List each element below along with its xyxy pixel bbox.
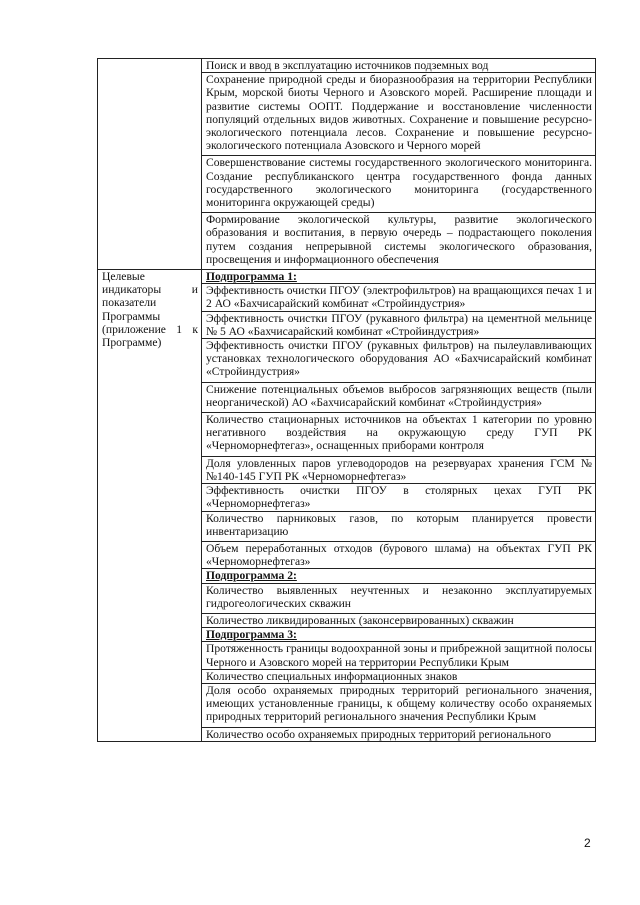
task-cell: Сохранение природной среды и биоразнообразия на территории Республики Крым, морской биоты Черного и Азовского морей. Расширение площади и развитие системы ООПТ. Поддержание и восстановление численности популяций отдельных видов животных. Сохранение и повышение ресурсно-экологического потенциала лесов. Сохранение и повышение ресурсно-экологического потенциала Азовского и Черного морей [202, 73, 596, 156]
subprogram-heading-cell [202, 270, 596, 284]
indicators-label-cell [98, 270, 202, 742]
indicator-cell: Доля особо охраняемых природных территорий регионального значения, имеющих установленные границы, к общему количеству особо охраняемых природных территорий регионального значения Республики Крым [202, 683, 596, 727]
subprogram3-heading: Подпрограмма 3: [206, 628, 297, 642]
page-number: 2 [584, 836, 591, 850]
subprogram2-heading: Подпрограмма 2: [206, 569, 297, 583]
subprogram-heading-cell [202, 569, 596, 583]
task-cell: Поиск и ввод в эксплуатацию источников подземных вод [202, 59, 596, 73]
indicator-cell: Количество парниковых газов, по которым планируется провести инвентаризацию [202, 511, 596, 541]
indicator-cell: Количество выявленных неучтенных и незаконно эксплуатируемых гидрогеологических скважин [202, 583, 596, 613]
indicator-cell: Объем переработанных отходов (бурового шлама) на объектах ГУП РК «Черноморнефтегаз» [202, 541, 596, 568]
empty-label-cell [98, 59, 202, 270]
indicator-cell: Количество специальных информационных знаков [202, 669, 596, 683]
indicator-cell: Протяженность границы водоохранной зоны и прибрежной защитной полосы Черного и Азовского морей на территории Республики Крым [202, 642, 596, 669]
subprogram1-heading: Подпрограмма 1: [206, 270, 297, 284]
indicator-cell: Количество ликвидированных (законсервированных) скважин [202, 613, 596, 627]
indicators-label: Целевые индикаторы и показатели Программы (приложение 1 к Программе) [102, 270, 198, 350]
indicator-cell: Количество стационарных источников на объектах 1 категории по уровню негативного воздействия на окружающую среду ГУП РК «Черноморнефтегаз», оснащенных приборами контроля [202, 413, 596, 457]
table-row [98, 59, 596, 73]
table-row [98, 270, 596, 284]
subprogram-heading-cell [202, 628, 596, 642]
task-cell: Совершенствование системы государственного экологического мониторинга. Создание республиканского центра государственного фонда данных государственного экологического мониторинга (государственного мониторинга окружающей среды) [202, 156, 596, 213]
program-passport-table [97, 58, 596, 742]
indicator-cell: Снижение потенциальных объемов выбросов загрязняющих веществ (пыли неорганической) АО «Бахчисарайский комбинат «Стройиндустрия» [202, 382, 596, 412]
indicator-cell: Эффективность очистки ПГОУ (рукавного фильтра) на цементной мельнице № 5 АО «Бахчисарайский комбинат «Стройиндустрия» [202, 311, 596, 338]
indicator-cell: Количество особо охраняемых природных территорий регионального [202, 727, 596, 741]
task-cell: Формирование экологической культуры, развитие экологического образования и воспитания, в первую очередь – подрастающего поколения путем создания непрерывной системы экологического образования, просвещения и информационного обеспечения [202, 213, 596, 270]
indicator-cell: Эффективность очистки ПГОУ (электрофильтров) на вращающихся печах 1 и 2 АО «Бахчисарайский комбинат «Стройиндустрия» [202, 284, 596, 311]
indicator-cell: Эффективность очистки ПГОУ в столярных цехах ГУП РК «Черноморнефтегаз» [202, 484, 596, 511]
indicator-cell: Эффективность очистки ПГОУ (рукавных фильтров) на пылеулавливающих установках технологического оборудования АО «Бахчисарайский комбинат «Стройиндустрия» [202, 339, 596, 383]
indicator-cell: Доля уловленных паров углеводородов на резервуарах хранения ГСМ №№140-145 ГУП РК «Черноморнефтегаз» [202, 456, 596, 483]
